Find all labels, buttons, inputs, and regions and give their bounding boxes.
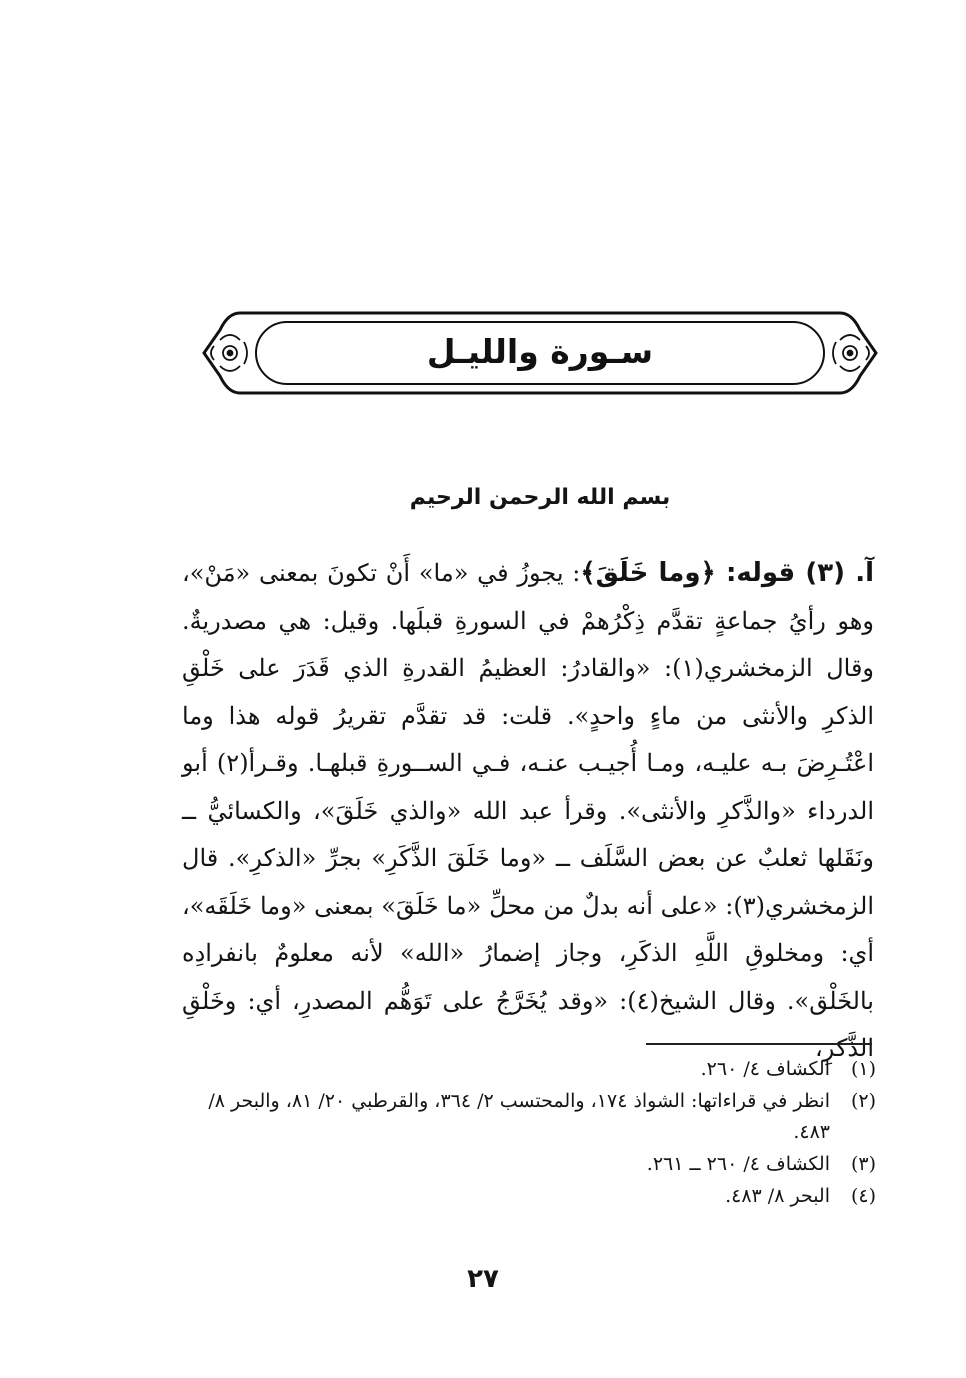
surah-title: سـورة والليـل — [426, 332, 654, 371]
footnotes — [176, 1054, 876, 1213]
footnote-number: (١) — [850, 1058, 876, 1080]
page-number: ٢٧ — [467, 1264, 499, 1294]
verse-reference: آ. (٣) قوله: ﴿وما خَلَقَ﴾ — [580, 558, 874, 588]
commentary-paragraph — [182, 550, 874, 1073]
footnote-item — [176, 1054, 876, 1085]
footnote-number: (٤) — [850, 1185, 876, 1207]
footnote-item — [176, 1181, 876, 1212]
footnote-text: انظر في قراءاتها: الشواذ ١٧٤، والمحتسب ٢/ ٣٦٤، والقرطبي ٢٠/ ٨١، والبحر ٨/ ٤٨٣. — [208, 1090, 830, 1143]
basmala: بسم الله الرحمن الرحيم — [409, 485, 671, 510]
footnote-number: (٢) — [850, 1090, 876, 1112]
footnote-item — [176, 1149, 876, 1180]
surah-banner — [200, 300, 880, 406]
footnote-text: الكشاف ٤/ ٢٦٠. — [700, 1058, 830, 1080]
footnote-item — [176, 1086, 876, 1148]
footnote-separator — [646, 1043, 872, 1045]
footnote-number: (٣) — [850, 1153, 876, 1175]
footnote-text: الكشاف ٤/ ٢٦٠ ــ ٢٦١. — [646, 1153, 830, 1175]
footnote-text: البحر ٨/ ٤٨٣. — [725, 1185, 830, 1207]
commentary-text: : يجوزُ في «ما» أَنْ تكونَ بمعنى «مَنْ»، وهو رأيُ جماعةٍ تقدَّم ذِكْرُهمْ في السورةِ قبلَها. وقيل: هي مصدريةٌ. وقال الزمخشري(١): «والقادرُ: العظيمُ القدرةِ الذي قَدَرَ على خَلْقِ الذكرِ والأنثى من ماءٍ واحدٍ». قلت: قد تقدَّم تقريرُ قوله هذا وما اعْتُـرِضَ بـه عليـه، ومـا أُجيـب عنـه، فـي الســورةِ قبلهـا. وقـرأ(٢) أبو الدرداء «والذَّكرِ والأنثى». وقرأ عبد الله «والذي خَلَقَ»، والكسائيُّ ــ ونَقَلها ثعلبٌ عن بعض السَّلَف ــ «وما خَلَقَ الذَّكَرِ» بجرِّ «الذكرِ». قال الزمخشري(٣): «على أنه بدلٌ من محلِّ «ما خَلَقَ» بمعنى «وما خَلَقَه»، أي: ومخلوقِ اللَّهِ الذكَرِ، وجاز إضمارُ «الله» لأنه معلومٌ بانفرادِه بالخَلْق». وقال الشيخ(٤): «وقد يُخَرَّجُ على تَوَهُّم المصدرِ، أي: وخَلْقِ الذَّكرِ، — [182, 559, 875, 1062]
